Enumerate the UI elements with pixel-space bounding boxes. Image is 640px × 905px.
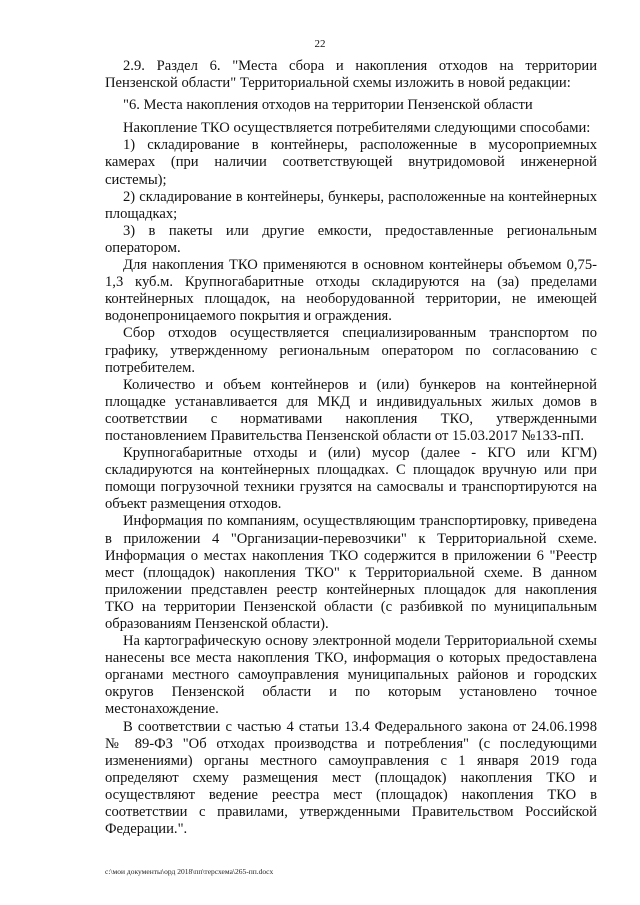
page-number: 22 xyxy=(314,38,326,50)
list-item-method-1: 1) складирование в контейнеры, расположенные в мусороприемных камерах (при наличии соответствующей внутридомовой инженерной системы); xyxy=(105,137,597,188)
list-item-method-3: 3) в пакеты или другие емкости, предоставленные региональным оператором. xyxy=(105,222,597,256)
footer-file-path: c:\мои документы\орд 2018\пп\терсхема\265-пп.docx xyxy=(105,867,274,876)
paragraph-containers: Для накопления ТКО применяются в основном контейнеры объемом 0,75-1,3 куб.м. Крупногабаритные отходы складируются на (за) пределами контейнерных площадок, на необорудованной территории, не имеющей водонепроницаемого покрытия и ограждения. xyxy=(105,257,597,325)
paragraph-cartographic-basis: На картографическую основу электронной модели Территориальной схемы нанесены все места накопления ТКО, информация о которых предоставлена органами местного самоуправления муниципальных районов и городских округов Пензенской области и по которым установлено точное местонахождение. xyxy=(105,633,597,718)
paragraph-section-2-9: 2.9. Раздел 6. "Места сбора и накопления отходов на территории Пензенской области" Территориальной схемы изложить в новой редакции: xyxy=(105,58,597,92)
list-item-method-2: 2) складирование в контейнеры, бункеры, расположенные на контейнерных площадках; xyxy=(105,188,597,222)
paragraph-bulky-waste: Крупногабаритные отходы и (или) мусор (далее - КГО или КГМ) складируются на контейнерных площадках. С площадок вручную или при помощи погрузочной техники грузятся на самосвалы и транспортируются на объект размещения отходов. xyxy=(105,445,597,513)
document-body xyxy=(105,58,597,838)
section-6-heading: "6. Места накопления отходов на территории Пензенской области xyxy=(123,97,533,114)
paragraph-collection-schedule: Сбор отходов осуществляется специализированным транспортом по графику, утвержденному региональным оператором по согласованию с потребителем. xyxy=(105,325,597,376)
paragraph-accumulation-methods: Накопление ТКО осуществляется потребителями следующими способами: xyxy=(123,120,591,137)
paragraph-carriers-info: Информация по компаниям, осуществляющим транспортировку, приведена в приложении 4 "Организации-перевозчики" к Территориальной схеме. Информация о местах накопления ТКО содержится в приложении 6 "Реестр мест (площадок) накопления ТКО" к Территориальной схеме. В данном приложении представлен реестр контейнерных площадок для накопления ТКО на территории Пензенской области (с разбивкой по муниципальным образованиям Пензенской области). xyxy=(105,513,597,632)
paragraph-federal-law: В соответствии с частью 4 статьи 13.4 Федерального закона от 24.06.1998 № 89-ФЗ "Об отходах производства и потребления" (с последующими изменениями) органы местного самоуправления с 1 января 2019 года определяют схему размещения мест (площадок) накопления ТКО и осуществляют ведение реестра мест (площадок) накопления ТКО в соответствии с правилами, утвержденными Правительством Российской Федерации.". xyxy=(105,718,597,838)
paragraph-container-count: Количество и объем контейнеров и (или) бункеров на контейнерной площадке устанавливается для МКД и индивидуальных жилых домов в соответствии с нормативами накопления ТКО, утвержденными постановлением Правительства Пензенской области от 15.03.2017 №133-пП. xyxy=(105,376,597,444)
